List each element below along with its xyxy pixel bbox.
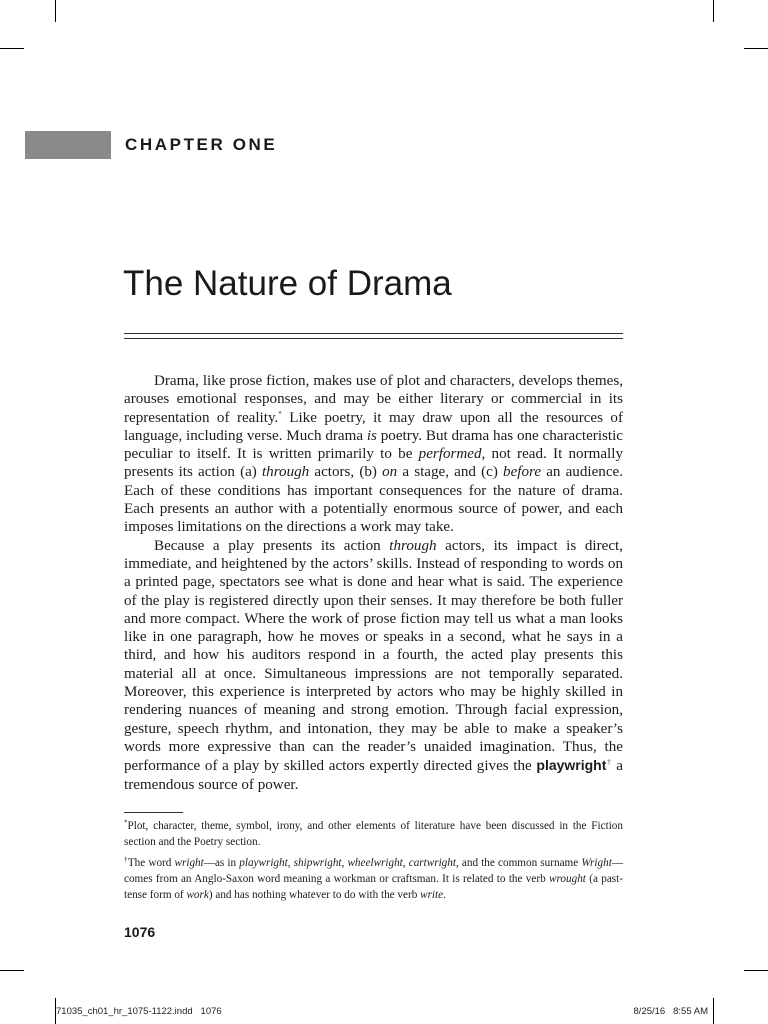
text-run: actors, (b)	[309, 464, 383, 481]
text-run: —as in	[203, 856, 240, 869]
slug-file-info: 71035_ch01_hr_1075-1122.indd 1076	[56, 1006, 222, 1017]
crop-mark-bottom-right-horizontal	[744, 970, 768, 971]
text-run: (a past-tense form of	[124, 872, 623, 902]
text-run: Drama, like prose fiction, makes use of plot and characters, develops themes, arouses emotional responses, and may be either literary or commercial in its representation of reality.	[124, 373, 623, 426]
chapter-label: CHAPTER ONE	[125, 135, 278, 154]
text-run: an audience. Each of these conditions has important consequences for the nature of drama. Each presents an author with a potentially enormous source of power, and each imposes limitations on the directions a work may take.	[124, 464, 623, 536]
text-run: actors, its impact is direct, immediate, and heightened by the actors’ skills. Instead of responding to words on a printed page, spectators see what is done and hear what is said. The experience of the play is registered directly upon their senses. It may therefore be both fuller and more compact. Where the work of prose fiction may tell us what a man looks like in one paragraph, how he moves or speaks in a second, what he says in a third, and how his auditors respond in a fourth, the acted play presents this material all at once. Simultaneous impressions are not temporally separated. Moreover, this experience is interpreted by actors who may be highly skilled in rendering nuances of meaning and strong emotion. Through facial expression, gesture, speech rhythm, and intonation, they may be able to make a speaker’s words more expressive than can the reader’s unaided imagination. Thus, the performance of a play by skilled actors expertly directed gives the	[124, 537, 623, 775]
text-run: not read. It normally presents its action (a)	[124, 446, 623, 481]
footnote-marker: *	[124, 818, 128, 827]
text-run: poetry. But drama has one characteristic peculiar to itself. It is written primarily to be	[124, 427, 623, 463]
text-run: a tremendous source of power.	[124, 758, 624, 793]
emphasis: performed,	[418, 446, 486, 463]
slug-timestamp: 8/25/16 8:55 AM	[633, 1006, 708, 1017]
emphasis: before	[503, 464, 542, 481]
footnote-marker: †	[124, 854, 128, 863]
footnote-rule	[124, 812, 183, 813]
body-text	[124, 372, 623, 794]
emphasis: on	[382, 464, 398, 481]
crop-mark-bottom-right-vertical	[713, 998, 714, 1024]
chapter-title: The Nature of Drama	[123, 264, 452, 303]
crop-mark-top-right-vertical	[713, 0, 714, 22]
text-run: ) and has nothing whatever to do with the verb	[208, 889, 421, 902]
text-run: Because a play presents its action	[154, 537, 390, 554]
text-run: Like poetry, it may draw upon all the resources of language, including verse. Much drama	[124, 409, 623, 444]
title-rule-lower	[124, 338, 623, 339]
crop-mark-bottom-left-horizontal	[0, 970, 24, 971]
text-run: and the common surname	[458, 856, 582, 869]
emphasis: wright	[174, 856, 204, 869]
emphasis: is	[366, 427, 377, 444]
footnotes	[124, 818, 623, 903]
crop-mark-top-left-vertical	[55, 0, 56, 22]
footnote-marker: †	[606, 758, 612, 767]
title-rule-upper	[124, 333, 623, 334]
text-run: .	[443, 889, 446, 902]
chapter-marker-block	[25, 131, 111, 159]
emphasis: through	[389, 537, 437, 554]
paragraph-1	[124, 372, 623, 537]
crop-mark-top-left-horizontal	[0, 48, 24, 49]
page-number: 1076	[124, 924, 156, 940]
paragraph-2	[124, 537, 623, 794]
footnote-2	[124, 855, 623, 904]
crop-mark-top-right-horizontal	[744, 48, 768, 49]
emphasis: work	[186, 889, 209, 902]
emphasis: Wright	[581, 856, 612, 869]
text-run: The word	[127, 856, 175, 869]
emphasis: write	[420, 889, 444, 902]
text-run: Plot, character, theme, symbol, irony, and other elements of literature have been discussed in the Fiction section and the Poetry section.	[124, 820, 623, 849]
footnote-marker: *	[278, 409, 282, 418]
text-run: —comes from an Anglo-Saxon word meaning a workman or craftsman. It is related to the verb	[124, 856, 623, 885]
key-term: playwright	[536, 757, 607, 774]
text-run: a stage, and (c)	[397, 464, 504, 481]
emphasis: through	[261, 464, 310, 481]
emphasis: wrought	[549, 872, 586, 885]
footnote-1	[124, 818, 623, 851]
emphasis: playwright, shipwright, wheelwright, cartwright,	[239, 856, 459, 869]
